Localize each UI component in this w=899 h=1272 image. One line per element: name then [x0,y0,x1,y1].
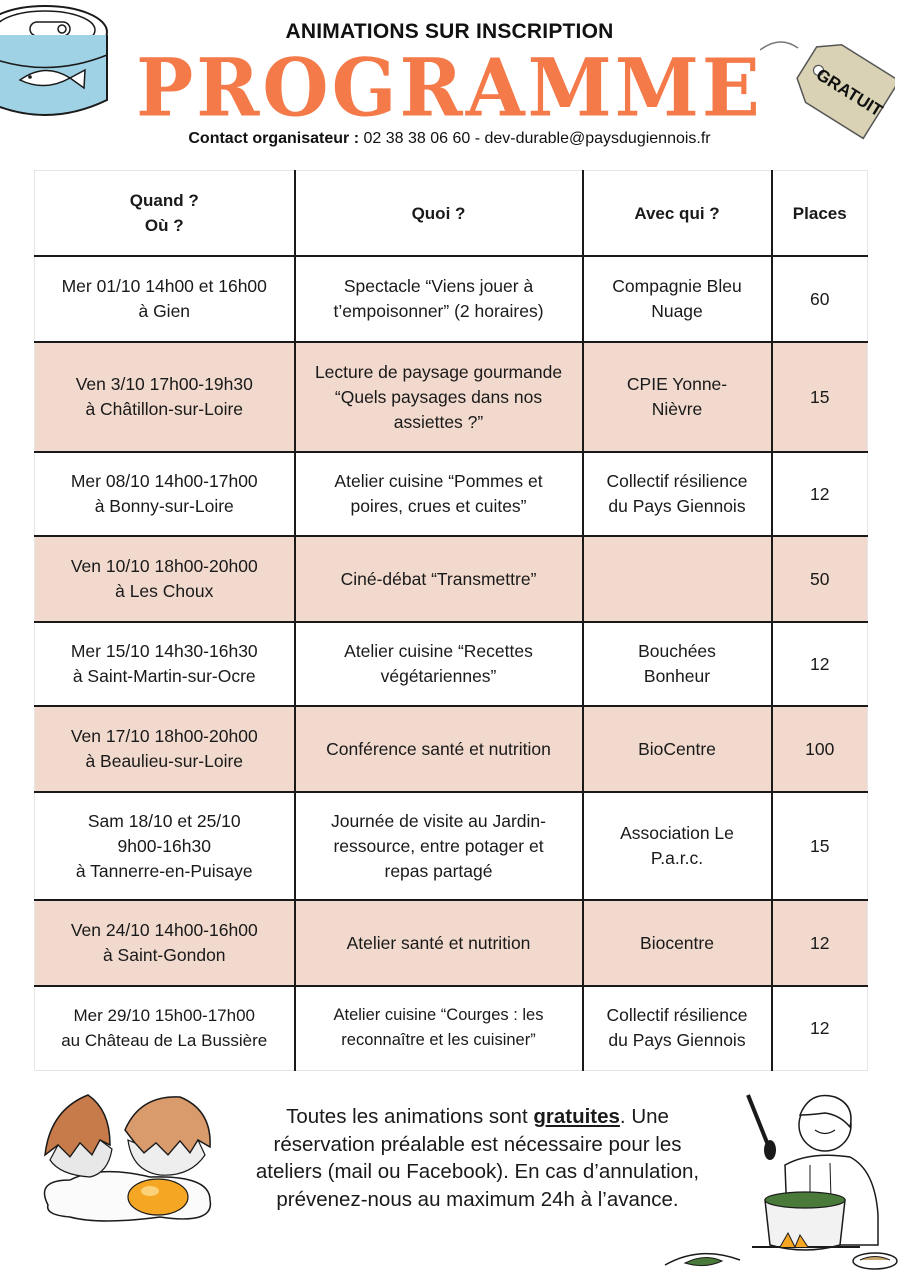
gratuit-badge-text: GRATUIT [812,64,886,121]
table-row [35,706,868,792]
cell-when: Mer 01/10 14h00 et 16h00 à Gien [35,256,295,342]
cell-who: Compagnie Bleu Nuage [583,256,772,342]
table-row [35,536,868,622]
cell-places: 12 [772,986,868,1070]
cell-when: Mer 08/10 14h00-17h00 à Bonny-sur-Loire [35,452,295,536]
cell-what: Lecture de paysage gourmande “Quels paysages dans nos assiettes ?” [295,342,583,452]
cracked-egg-icon [40,1085,220,1225]
cell-places: 15 [772,792,868,900]
header-what: Quoi ? [295,171,583,257]
cell-when: Ven 10/10 18h00-20h00 à Les Choux [35,536,295,622]
cell-what: Journée de visite au Jardin-ressource, entre potager et repas partagé [295,792,583,900]
cell-when: Mer 15/10 14h30-16h30 à Saint-Martin-sur-Ocre [35,622,295,706]
footer-text-before: Toutes les animations sont [286,1105,534,1128]
table-row [35,986,868,1070]
cell-who: BioCentre [583,706,772,792]
cell-what: Atelier cuisine “Recettes végétariennes” [295,622,583,706]
cell-what: Atelier santé et nutrition [295,900,583,986]
cell-what: Conférence santé et nutrition [295,706,583,792]
contact-value: 02 38 38 06 60 - dev-durable@paysdugiennois.fr [359,130,711,147]
table-row [35,256,868,342]
cell-what: Ciné-débat “Transmettre” [295,536,583,622]
footer-highlight: gratuites [533,1105,620,1128]
cell-who [583,536,772,622]
cell-places: 12 [772,900,868,986]
cell-when: Sam 18/10 et 25/10 9h00-16h30 à Tannerre-en-Puisaye [35,792,295,900]
cell-when: Ven 24/10 14h00-16h00 à Saint-Gondon [35,900,295,986]
table-row [35,792,868,900]
footer-text-after: . Une réservation préalable est nécessaire pour les ateliers (mail ou Facebook). En cas d’annulation, prévenez-nous au maximum 24h à l’avance. [255,1105,700,1211]
program-table [34,170,868,1071]
cell-what: Atelier cuisine “Courges : les reconnaître et les cuisiner” [295,986,583,1070]
cell-what: Atelier cuisine “Pommes et poires, crues et cuites” [295,452,583,536]
cell-who: Association Le P.a.r.c. [583,792,772,900]
cell-what: Spectacle “Viens jouer à t’empoisonner” (2 horaires) [295,256,583,342]
table-row [35,622,868,706]
table-header-row [35,171,868,257]
contact-label: Contact organisateur : [188,130,360,147]
cell-places: 50 [772,536,868,622]
cell-who: Collectif résilience du Pays Giennois [583,452,772,536]
cell-who: Biocentre [583,900,772,986]
chef-cooking-icon [660,1085,899,1272]
cell-who: Collectif résilience du Pays Giennois [583,986,772,1070]
cell-places: 12 [772,622,868,706]
page-title: PROGRAMME [136,40,763,135]
cell-when: Ven 3/10 17h00-19h30 à Châtillon-sur-Loire [35,342,295,452]
cell-places: 15 [772,342,868,452]
cell-places: 12 [772,452,868,536]
cell-when: Ven 17/10 18h00-20h00 à Beaulieu-sur-Loire [35,706,295,792]
page-subtitle: ANIMATIONS SUR INSCRIPTION [285,20,614,43]
cell-places: 100 [772,706,868,792]
table-row [35,342,868,452]
contact-line [0,130,899,148]
table-row [35,900,868,986]
footer-note [240,1103,715,1213]
cell-who: CPIE Yonne- Nièvre [583,342,772,452]
table-row [35,452,868,536]
price-tag-icon [760,30,895,140]
header-who: Avec qui ? [583,171,772,257]
cell-places: 60 [772,256,868,342]
header-places: Places [772,171,868,257]
cell-when: Mer 29/10 15h00-17h00 au Château de La Bussière [35,986,295,1070]
cell-who: Bouchées Bonheur [583,622,772,706]
header-when: Quand ? Où ? [35,171,295,257]
